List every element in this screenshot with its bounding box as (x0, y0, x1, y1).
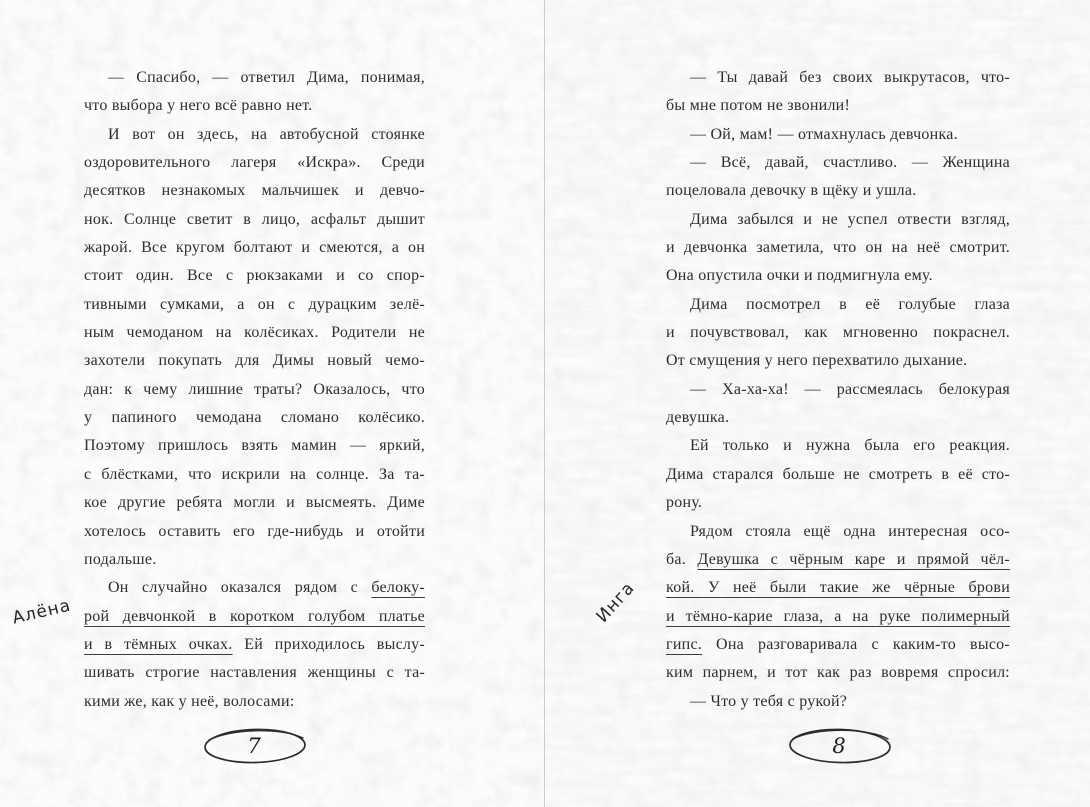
text-line (666, 347, 1010, 375)
text-line (84, 64, 425, 92)
text-line (666, 659, 1010, 687)
text-segment: Дима старался больше не смотреть в её сто- (666, 465, 1010, 483)
text-line (84, 546, 425, 574)
text-segment: кими же, как у неё, волосами: (84, 692, 295, 710)
page-gutter-divider (544, 0, 545, 807)
text-line (84, 376, 425, 404)
page-number-value: 7 (247, 734, 261, 758)
text-line (666, 603, 1010, 631)
text-segment: — Ха-ха-ха! — рассмеялась белокурая (690, 380, 1010, 398)
text-line (666, 688, 1010, 716)
text-line (84, 149, 425, 177)
text-line (84, 489, 425, 517)
text-segment: — Ой, мам! — отмахнулась девчонка. (690, 125, 958, 143)
text-segment: Поэтому пришлось взять мамин — яркий, (84, 437, 425, 455)
text-segment: — Всё, давай, счастливо. — Женщина (690, 154, 1010, 172)
page-text-left (84, 64, 425, 716)
text-segment: ким парнем, и тот как раз вовремя спросил: (666, 664, 1010, 682)
underlined-phrase: кой. У неё были такие же чёрные брови (666, 579, 1010, 597)
text-line (666, 291, 1010, 319)
text-line (666, 121, 1010, 149)
text-segment: нок. Солнце светит в лицо, асфальт дышит (84, 210, 425, 228)
text-segment: — Ты давай без своих выкрутасов, что- (690, 69, 1010, 86)
text-segment: Ей только и нужна была его реакция. (690, 437, 1010, 455)
underlined-phrase: и тёмно-карие глаза, а на руке полимерный (666, 607, 1010, 625)
text-line (84, 92, 425, 120)
text-line (84, 461, 425, 489)
text-segment: что выбора у него всё равно нет. (84, 97, 313, 115)
page-text-right (666, 64, 1010, 716)
text-segment: Дима забылся и не успел отвести взгляд, (690, 210, 1010, 228)
text-segment: шивать строгие наставления женщины с та- (84, 664, 425, 682)
text-segment: десятков незнакомых мальчишек и девчо- (84, 182, 425, 200)
text-line (666, 489, 1010, 517)
text-segment: бы мне потом не звонили! (666, 97, 851, 115)
text-line (84, 177, 425, 205)
text-segment: Дима посмотрел в её голубые глаза (690, 295, 1010, 313)
text-line (84, 659, 425, 687)
text-line (666, 404, 1010, 432)
text-segment: кое другие ребята могли и высмеять. Диме (84, 494, 425, 512)
text-segment: жарой. Все кругом болтают и смеются, а он (84, 239, 425, 257)
text-segment: тивными сумками, а он с дурацким зелё- (84, 295, 425, 313)
text-segment: у папиного чемодана сломано колёсико. (84, 409, 425, 427)
text-segment: Он случайно оказался рядом с (108, 579, 372, 597)
text-line (666, 177, 1010, 205)
text-line (666, 64, 1010, 92)
text-line (666, 206, 1010, 234)
page-number-value: 8 (832, 734, 846, 758)
underlined-phrase: белоку- (371, 579, 425, 597)
text-segment: поцеловала девочку в щёку и ушла. (666, 182, 917, 200)
text-segment: От смущения у него перехватило дыхание. (666, 352, 968, 370)
text-line (666, 376, 1010, 404)
text-line (84, 319, 425, 347)
text-segment: Она опустила очки и подмигнула ему. (666, 267, 933, 285)
text-line (666, 149, 1010, 177)
text-segment: дан: к чему лишние траты? Оказалось, что (84, 380, 425, 398)
underlined-phrase: рой девчонкой в коротком голубом платье (84, 607, 425, 625)
text-segment: с блёстками, что искрили на солнце. За та- (84, 465, 425, 483)
text-segment: Ей приходилось выслу- (232, 635, 425, 653)
text-segment: девушка. (666, 409, 730, 427)
underlined-phrase: Девушка с чёрным каре и прямой чёл- (697, 550, 1010, 568)
text-line (84, 347, 425, 375)
text-segment: Рядом стояла ещё одна интересная осо- (690, 522, 1010, 540)
text-line (84, 121, 425, 149)
text-segment: стоит один. Все с рюкзаками и со спор- (84, 267, 425, 285)
text-line (666, 234, 1010, 262)
text-line (84, 574, 425, 602)
text-line (84, 206, 425, 234)
text-line (666, 631, 1010, 659)
text-line (666, 546, 1010, 574)
text-line (666, 262, 1010, 290)
text-line (84, 631, 425, 659)
text-segment: — Что у тебя с рукой? (690, 692, 848, 710)
text-line (84, 234, 425, 262)
text-line (84, 404, 425, 432)
text-segment: Она разговаривала с каким-то высо- (702, 635, 1010, 653)
text-line (666, 319, 1010, 347)
text-line (666, 574, 1010, 602)
text-line (84, 262, 425, 290)
page-number-oval-icon (199, 722, 311, 768)
page-number-oval-icon (784, 722, 896, 768)
page-number-left (199, 722, 311, 773)
underlined-phrase: гипс. (666, 635, 703, 653)
text-segment: оздоровительного лагеря «Искра». Среди (84, 154, 425, 172)
text-segment: ным чемоданом на колёсиках. Родители не (84, 324, 425, 342)
page-number-right (784, 722, 896, 773)
text-segment: хотелось оставить его где-нибудь и отойти (84, 522, 425, 540)
text-segment: захотели покупать для Димы новый чемо- (84, 352, 425, 370)
underlined-phrase: и в тёмных очках. (84, 635, 233, 653)
text-line (666, 461, 1010, 489)
text-line (666, 92, 1010, 120)
text-segment: И вот он здесь, на автобусной стоянке (108, 125, 425, 143)
margin-note-inga: Инга (592, 578, 640, 627)
margin-note-alena: Алёна (10, 595, 73, 629)
text-line (84, 432, 425, 460)
text-segment: подальше. (84, 550, 157, 568)
text-segment: ба. (666, 550, 698, 568)
text-segment: и девчонка заметила, что он на неё смотрит. (666, 239, 1010, 257)
text-line (84, 603, 425, 631)
text-segment: — Спасибо, — ответил Дима, понимая, (108, 69, 425, 86)
text-segment: и почувствовал, как мгновенно покраснел. (666, 324, 1010, 342)
text-line (666, 518, 1010, 546)
text-line (84, 518, 425, 546)
text-segment: рону. (666, 494, 703, 512)
text-line (84, 688, 425, 716)
text-line (666, 432, 1010, 460)
text-line (84, 291, 425, 319)
